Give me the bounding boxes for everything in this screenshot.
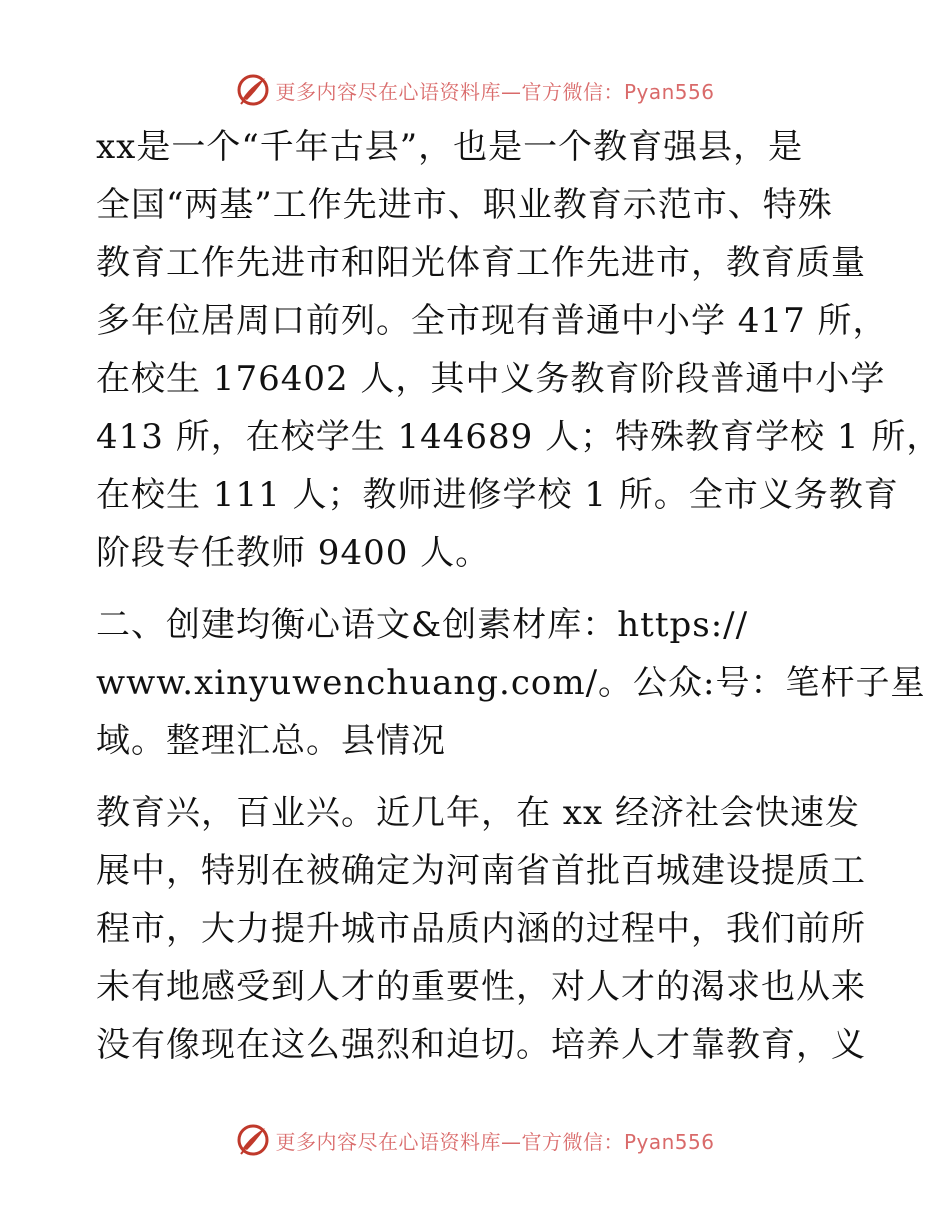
text-line: 413 所，在校学生 144689 人；特殊教育学校 1 所， (96, 417, 942, 457)
text-line: 在校生 176402 人，其中义务教育阶段普通中小学 (96, 359, 886, 399)
document-body (96, 118, 942, 1074)
feather-pen-logo-icon (235, 72, 271, 108)
feather-pen-logo-icon (235, 1122, 271, 1158)
text-line: xx是一个“千年古县”，也是一个教育强县，是 (96, 127, 804, 167)
text-line: 程市，大力提升城市品质内涵的过程中，我们前所 (96, 909, 866, 949)
text-line: 二、创建均衡心语文&创素材库：https:// (96, 605, 749, 645)
text-line: 全国“两基”工作先进市、职业教育示范市、特殊 (96, 185, 833, 225)
header-banner-text: 更多内容尽在心语资料库—官方微信：Pyan556 (275, 79, 715, 104)
text-line: 阶段专任教师 9400 人。 (96, 533, 491, 573)
text-line: 在校生 111 人；教师进修学校 1 所。全市义务教育 (96, 475, 899, 515)
text-line: 未有地感受到人才的重要性，对人才的渴求也从来 (96, 967, 866, 1007)
text-line: 教育兴，百业兴。近几年，在 xx 经济社会快速发 (96, 793, 860, 833)
text-line: 多年位居周口前列。全市现有普通中小学 417 所， (96, 301, 888, 341)
text-line: 展中，特别在被确定为河南省首批百城建设提质工 (96, 851, 866, 891)
paragraph-section-heading (96, 596, 926, 770)
text-line: 没有像现在这么强烈和迫切。培养人才靠教育，义 (96, 1025, 866, 1065)
footer-banner (0, 1120, 950, 1160)
text-line: 域。整理汇总。县情况 (96, 721, 446, 761)
paragraph-education-development (96, 784, 866, 1074)
footer-banner-text: 更多内容尽在心语资料库—官方微信：Pyan556 (275, 1129, 715, 1154)
text-line: www.xinyuwenchuang.com/。公众:号：笔杆子星 (96, 663, 926, 703)
text-line: 教育工作先进市和阳光体育工作先进市，教育质量 (96, 243, 866, 283)
header-banner (0, 70, 950, 110)
paragraph-county-overview (96, 118, 942, 582)
